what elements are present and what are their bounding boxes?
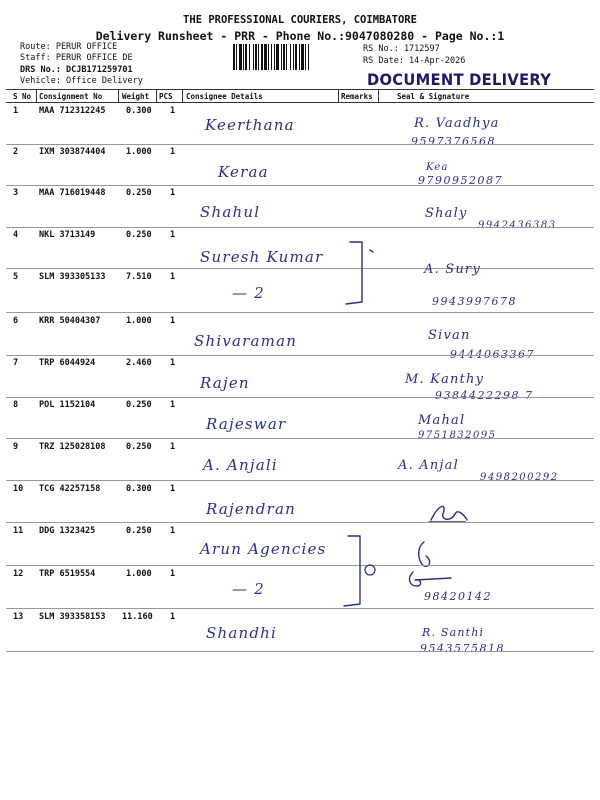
row-consignment: KRR 50404307	[39, 316, 101, 326]
row-consignee: Shandhi	[206, 624, 278, 642]
row-pcs: 1	[170, 147, 176, 157]
handwritten-bracket	[340, 532, 386, 610]
row-phone: 9444063367	[450, 348, 535, 361]
row-divider	[6, 608, 594, 609]
row-sno: 1	[13, 106, 19, 116]
company-title: THE PROFESSIONAL COURIERS, COIMBATORE	[183, 14, 417, 26]
barcode-bar	[274, 44, 275, 70]
row-phone: 9751832095	[418, 430, 497, 441]
row-consignee: — 2	[232, 284, 265, 302]
row-weight: 0.250	[126, 526, 152, 536]
row-consignment: TRZ 125028108	[39, 442, 106, 452]
row-consignee: Rajeswar	[206, 415, 287, 433]
row-consignment: POL 1152104	[39, 400, 96, 410]
barcode-bar	[261, 44, 263, 70]
runsheet-subtitle: Delivery Runsheet - PRR - Phone No.:9047080280 - Page No.:1	[95, 29, 505, 43]
row-consignment: IXM 303874404	[39, 147, 106, 157]
row-signature: Kea	[426, 162, 449, 173]
barcode-bar	[299, 44, 300, 70]
row-sno: 2	[13, 147, 19, 157]
barcode-bar	[245, 44, 247, 70]
row-consignment: MAA 712312245	[39, 106, 106, 116]
row-phone: 9790952087	[418, 174, 503, 187]
col-header-remarks: Remarks	[341, 92, 373, 101]
row-divider	[6, 480, 594, 481]
staff-label: Staff: PERUR OFFICE DE	[20, 53, 133, 63]
row-weight: 1.000	[126, 569, 152, 579]
row-consignee: Keerthana	[205, 116, 295, 134]
barcode-bar	[286, 44, 287, 70]
row-weight: 2.460	[126, 358, 152, 368]
row-divider	[6, 185, 594, 186]
row-sno: 5	[13, 272, 19, 282]
barcode-bar	[308, 44, 309, 70]
row-pcs: 1	[170, 188, 176, 198]
row-pcs: 1	[170, 358, 176, 368]
col-header-signature: Seal & Signature	[397, 92, 470, 101]
table-header-border	[6, 102, 594, 103]
row-consignee: A. Anjali	[203, 456, 278, 474]
handwritten-signature	[405, 568, 455, 590]
row-pcs: 1	[170, 612, 176, 622]
row-divider	[6, 522, 594, 523]
drs-number: DRS No.: DCJB171259701	[20, 65, 133, 75]
row-consignment: TCG 42257158	[39, 484, 101, 494]
barcode-bar	[255, 44, 257, 70]
row-sno: 3	[13, 188, 19, 198]
barcode-bar	[233, 44, 235, 70]
barcode-bar	[249, 44, 250, 70]
barcode-bar	[283, 44, 285, 70]
row-consignee: Suresh Kumar	[200, 248, 324, 266]
row-sno: 12	[13, 569, 24, 579]
row-phone: 9498200292	[480, 472, 559, 483]
vehicle-label: Vehicle: Office Delivery	[20, 76, 143, 86]
row-phone: 98420142	[424, 590, 492, 603]
row-consignment: TRP 6519554	[39, 569, 96, 579]
row-weight: 7.510	[126, 272, 152, 282]
row-consignment: DDG 1323425	[39, 526, 96, 536]
row-weight: 0.300	[126, 106, 152, 116]
row-pcs: 1	[170, 526, 176, 536]
col-divider	[182, 89, 183, 102]
row-phone: 9942436383	[478, 220, 557, 231]
row-divider	[6, 651, 594, 652]
row-divider	[6, 312, 594, 313]
row-consignee: Rajen	[200, 374, 250, 392]
barcode-graphic	[232, 44, 358, 70]
col-divider	[118, 89, 119, 102]
rs-number: RS No.: 1712597	[363, 44, 440, 54]
row-divider	[6, 438, 594, 439]
row-consignment: SLM 393305133	[39, 272, 106, 282]
row-consignee: Arun Agencies	[200, 540, 327, 558]
row-signature: R. Vaadhya	[414, 116, 500, 131]
row-sno: 9	[13, 442, 19, 452]
barcode-bar	[258, 44, 259, 70]
table-top-border	[6, 89, 594, 90]
row-consignment: TRP 6044924	[39, 358, 96, 368]
row-weight: 1.000	[126, 147, 152, 157]
barcode-bar	[281, 44, 282, 70]
row-sno: 8	[13, 400, 19, 410]
barcode-bar	[253, 44, 254, 70]
col-divider	[338, 89, 339, 102]
row-pcs: 1	[170, 400, 176, 410]
row-pcs: 1	[170, 569, 176, 579]
col-divider	[36, 89, 37, 102]
row-phone: 9943997678	[432, 295, 517, 308]
barcode-bar	[236, 44, 237, 70]
row-sno: 10	[13, 484, 24, 494]
row-pcs: 1	[170, 106, 176, 116]
barcode-bar	[305, 44, 306, 70]
row-signature: R. Santhi	[422, 626, 485, 639]
barcode-bar	[239, 44, 242, 70]
handwritten-bracket	[340, 238, 380, 310]
col-header-sno: S No	[13, 92, 32, 101]
row-divider	[6, 355, 594, 356]
row-weight: 0.250	[126, 442, 152, 452]
row-phone: 9543575818	[420, 642, 505, 655]
barcode-bar	[301, 44, 304, 70]
col-header-pcs: PCS	[159, 92, 173, 101]
row-divider	[6, 227, 594, 228]
row-weight: 0.250	[126, 230, 152, 240]
row-consignee: Shivaraman	[194, 332, 298, 350]
barcode-bar	[276, 44, 279, 70]
row-sno: 7	[13, 358, 19, 368]
row-consignee: Shahul	[200, 203, 261, 221]
row-signature: M. Kanthy	[405, 372, 485, 387]
row-weight: 0.300	[126, 484, 152, 494]
row-pcs: 1	[170, 230, 176, 240]
barcode-bar	[243, 44, 244, 70]
col-header-consignee: Consignee Details	[186, 92, 263, 101]
row-pcs: 1	[170, 484, 176, 494]
document-delivery-stamp: DOCUMENT DELIVERY	[367, 70, 552, 89]
row-signature: Mahal	[418, 413, 466, 428]
col-divider	[156, 89, 157, 102]
row-signature: Shaly	[425, 206, 468, 221]
row-signature: Sivan	[428, 328, 471, 343]
row-weight: 11.160	[122, 612, 153, 622]
row-sno: 6	[13, 316, 19, 326]
row-sno: 4	[13, 230, 19, 240]
row-consignment: MAA 716019448	[39, 188, 106, 198]
row-phone: 9597376568	[411, 135, 496, 148]
row-signature: A. Anjal	[398, 458, 459, 473]
route-label: Route: PERUR OFFICE	[20, 42, 118, 52]
col-header-consignment: Consignment No	[39, 92, 103, 101]
col-divider	[378, 89, 379, 102]
row-phone: 9384422298 7	[435, 389, 534, 402]
barcode-bar	[271, 44, 272, 70]
row-consignment: SLM 393358153	[39, 612, 106, 622]
row-consignee: — 2	[232, 580, 265, 598]
barcode-bar	[290, 44, 291, 70]
row-divider	[6, 144, 594, 145]
row-weight: 0.250	[126, 188, 152, 198]
row-pcs: 1	[170, 272, 176, 282]
row-pcs: 1	[170, 442, 176, 452]
row-divider	[6, 268, 594, 269]
col-header-weight: Weight	[122, 92, 150, 101]
row-consignee: Rajendran	[206, 500, 296, 518]
barcode-bar	[264, 44, 267, 70]
row-consignee: Keraa	[218, 163, 269, 181]
barcode-bar	[268, 44, 269, 70]
row-signature: A. Sury	[424, 262, 481, 277]
row-divider	[6, 565, 594, 566]
barcode-bar	[295, 44, 297, 70]
row-divider	[6, 397, 594, 398]
row-sno: 13	[13, 612, 24, 622]
barcode-bar	[293, 44, 294, 70]
row-sno: 11	[13, 526, 24, 536]
row-pcs: 1	[170, 316, 176, 326]
row-weight: 1.000	[126, 316, 152, 326]
row-weight: 0.250	[126, 400, 152, 410]
rs-date: RS Date: 14-Apr-2026	[363, 56, 466, 66]
row-consignment: NKL 3713149	[39, 230, 96, 240]
